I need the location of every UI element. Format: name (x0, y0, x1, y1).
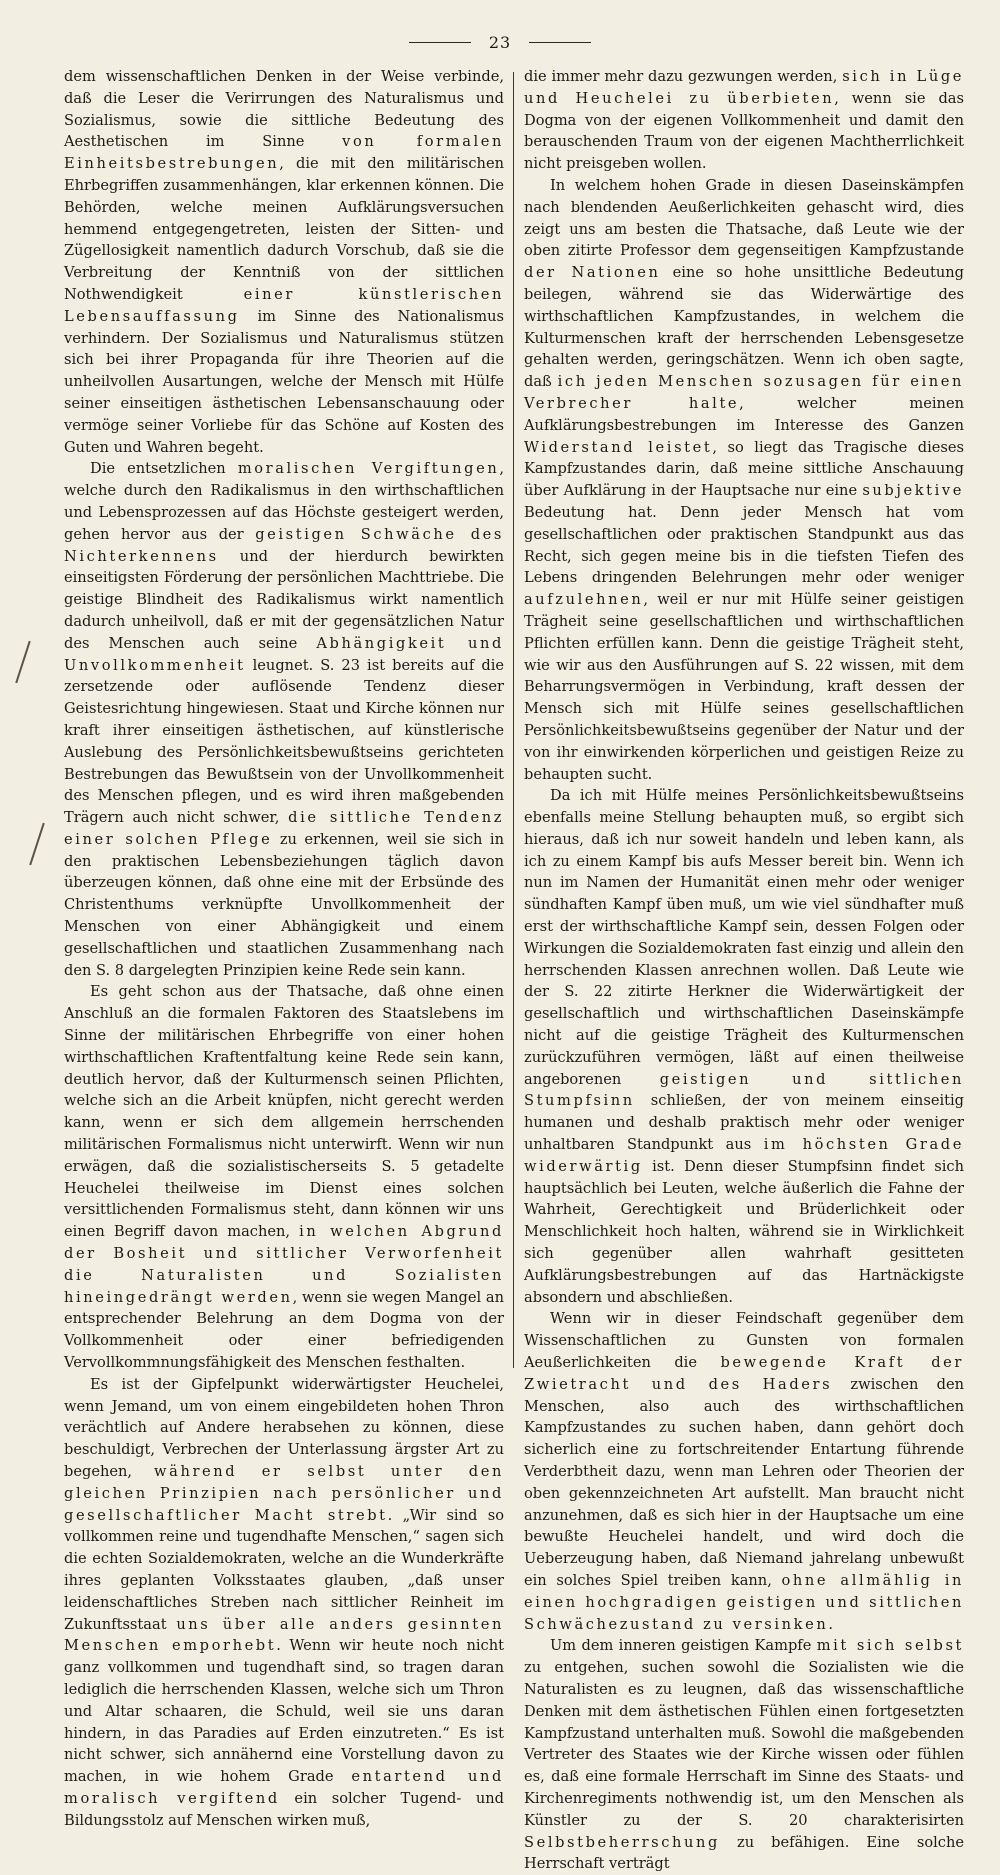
right-column (524, 66, 965, 1873)
column-divider (513, 72, 514, 1368)
text-run: und der hierdurch bewirkten einseitigsten Förderung der persönlichen Machttriebe. Die geistige Blindheit des Radikalismus wirkt namentlich dadurch unheilvoll, daß er mit der gegensätzlichen Natur des Menschen auch seine (64, 547, 504, 652)
paragraph (64, 981, 504, 1373)
header-rule-right (529, 42, 591, 43)
page-header (0, 30, 1000, 54)
page-number: 23 (488, 32, 512, 52)
text-run: zwischen den Menschen, also auch des wirthschaftlichen Kampfzustandes zu suchen haben, dann gehört doch sicherlich eine zu fortschreitender Entartung führende Verderbtheit dazu, wenn man Lehren oder Theorien der oben gekennzeichneten Art aufstellt. Man braucht nicht anzunehmen, daß es sich hier in der Hauptsache um eine bewußte Heuchelei handelt, und wird doch die Ueberzeugung haben, daß Niemand jahrelang unbewußt ein solches Spiel treiben kann, (524, 1375, 965, 1589)
paragraph (524, 175, 964, 785)
text-run: Da ich mit Hülfe meines Persönlichkeitsbewußtseins ebenfalls meine Stellung behaupten muß, so ergibt sich hieraus, daß ich nur soweit handeln und leben kann, als ich zu einem Kampf bis aufs Messer bereit bin. Wenn ich nun im Namen der Humanität einen mehr oder weniger sündhaften Kampf üben muß, um wie viel sündhafter muß erst der wirthschaftliche Kampf sein, dessen Folgen oder Wirkungen die Sozialdemokraten fast einzig und allein den herrschenden Klassen anrechnen wollen. Daß Leute wie der S. 22 zitirte Herkner die Widerwärtigkeit der gesellschaftlich und wirthschaftlichen Daseinskämpfe nicht auf die geistige Trägheit des Kulturmenschen zurückzuführen vermögen, läßt auf einen theilweise angeborenen (524, 787, 964, 1088)
text-run: Die entsetzlichen (90, 460, 238, 478)
header-rule-left (409, 42, 471, 43)
text-run: , welche durch den Radikalismus in den wirthschaftlichen und Lebensprozessen auf das Höchste gesteigert werden, gehen hervor aus der (64, 460, 504, 543)
text-run: , wenn sie wegen Mangel an entsprechender Belehrung an dem Dogma von der Vollkommenheit oder einer befriedigenden Vervollkommnungsfähigkeit des Menschen festhalten. (64, 1288, 504, 1372)
spaced-emphasis-text: uns über alle anders gesinnten Menschen emporhebt (64, 1615, 504, 1655)
paragraph (524, 66, 964, 175)
spaced-emphasis-text: geistigen Schwäche des Nichterkennens (64, 525, 504, 565)
spaced-emphasis-text: bewegende Kraft der Zwietracht und des Haders (524, 1354, 964, 1393)
text-run: im Sinne des Nationalismus verhindern. Der Sozialismus und Naturalismus stützen sich bei ihrer Propaganda für ihre Theorien auf die unheilvollen Ausartungen, welche der Mensch mit Hülfe seiner einseitigen ästhetischen Lebensanschauung oder vermöge seiner Vorliebe für das Schöne auf Kosten des Guten und Wahren begeht. (64, 307, 504, 456)
text-run: , welcher meinen Aufklärungsbestrebungen im Interesse des Ganzen (524, 394, 964, 434)
paragraph (524, 1308, 964, 1635)
spaced-emphasis-text: einer künstlerischen Lebensauffassung (64, 285, 504, 325)
paragraph (524, 785, 964, 1308)
text-columns (64, 66, 965, 1873)
spaced-emphasis-text: sich in Lüge und Heuchelei zu überbieten (524, 68, 965, 107)
text-run: Um dem inneren geistigen Kampfe (550, 1637, 817, 1655)
spaced-emphasis-text: Widerstand leistet (524, 438, 713, 456)
text-run: Es geht schon aus der Thatsache, daß ohne einen Anschluß an die formalen Faktoren des Staatslebens im Sinne der militärischen Ehrbegriffe von einer hohen wirthschaftlichen Kraftentfaltung keine Rede sein kann, deutlich hervor, daß der Kulturmensch seinen Pflichten, welche sich an die Arbeit knüpfen, nicht gerecht werden kann, wenn er sich dem allgemein herrschenden militärischen Formalismus nicht unterwirft. Wenn wir nun erwägen, daß die sozialistischerseits S. 5 getadelte Heuchelei theilweise im Dienst eines solchen versittlichenden Formalismus steht, dann können wir uns einen Begriff davon machen, (64, 983, 504, 1241)
spaced-emphasis-text: geistigen und sittlichen Stumpfsinn (524, 1070, 964, 1110)
text-run: schließen, der von meinem einseitig humanen und deshalb praktisch mehr oder weniger unhaltbaren Standpunkt aus (524, 1092, 964, 1154)
spaced-emphasis-text: während er selbst unter den gleichen Prinzipien nach persönlicher und gesellschaftlicher Macht strebt (64, 1463, 504, 1524)
margin-pencil-mark (29, 823, 44, 865)
spaced-emphasis-text: im höchsten Grade widerwärtig (524, 1136, 964, 1175)
paragraph (524, 1635, 964, 1875)
left-column (64, 66, 505, 1829)
spaced-emphasis-text: die sittliche Tendenz einer solchen Pflege (64, 809, 504, 848)
text-run: die immer mehr dazu gezwungen werden, (524, 68, 843, 85)
spaced-emphasis-text: der Nationen (524, 264, 661, 282)
text-run: eine so hohe unsittliche Bedeutung beilegen, während sie das Widerwärtige des wirthschaftlichen Kampfzustandes, in welchem die Kulturmenschen kraft der herrschenden Lebensgesetze gehalten werden, geringschätzen. Wenn ich oben sagte, daß (524, 264, 964, 391)
text-run: dem wissenschaftlichen Denken in der Weise verbinde, daß die Leser die Verirrungen des Naturalismus und Sozialismus, sowie die sittliche Bedeutung des Aesthetischen im Sinne (64, 68, 504, 151)
text-run: Wenn wir in dieser Feindschaft gegenüber dem Wissenschaftlichen zu Gunsten von formalen Aeußerlichkeiten die (524, 1310, 964, 1372)
spaced-emphasis-text: ich jeden Menschen sozusagen für einen Verbrecher halte (524, 373, 965, 412)
spaced-emphasis-text: ohne allmählig in einen hochgradigen geistigen und sittlichen Schwächezustand zu versinken (524, 1571, 964, 1633)
text-run: . (828, 1615, 833, 1633)
text-run: Es ist der Gipfelpunkt widerwärtigster Heuchelei, wenn Jemand, um von einem eingebildeten hohen Thron verächtlich auf Andere herabsehen zu können, diese beschuldigt, Verbrechen der Unterlassung ärgster Art zu begehen, (64, 1375, 504, 1480)
text-run: In welchem hohen Grade in diesen Daseinskämpfen nach blendenden Aeußerlichkeiten gehascht wird, dies zeigt uns am besten die Thatsache, daß Leute wie der oben zitirte Professor dem gegenseitigen Kampfzustande (524, 176, 964, 260)
text-run: zu befähigen. Eine solche Herrschaft verträgt (524, 1833, 964, 1873)
paragraph (64, 66, 504, 458)
text-run: Bedeutung hat. Denn jeder Mensch hat vom gesellschaftlichen oder praktischen Standpunkt aus das Recht, sich gegen meine bis in die tiefsten Tiefen des Lebens dringenden Belehrungen mehr oder weniger (524, 503, 964, 587)
text-run: , so liegt das Tragische dieses Kampfzustandes darin, daß meine sittliche Anschauung über Aufklärung in der Hauptsache nur eine (524, 438, 964, 500)
margin-pencil-mark (15, 641, 30, 683)
paragraph (64, 458, 504, 981)
spaced-emphasis-text: moralischen Vergiftungen (237, 460, 500, 478)
spaced-emphasis-text: mit sich selbst (816, 1637, 964, 1655)
text-run: zu erkennen, weil sie sich in den praktischen Lebensbeziehungen täglich davon überzeugen können, daß ohne eine mit der Erbsünde des Christenthums verknüpfte Unvollkommenheit der Menschen von einer Abhängigkeit und einem gesellschaftlichen und staatlichen Zusammenhang nach den S. 8 dargelegten Prinzipien keine Rede sein kann. (64, 830, 504, 979)
text-run: . „Wir sind so vollkommen reine und tugendhafte Menschen,“ sagen sich die echten Sozialdemokraten, welche an die Wunderkräfte ihres geplanten Volksstaates glauben, „daß unser leidenschaftliches Streben nach sittlicher Reinheit im Zukunftsstaat (64, 1506, 504, 1633)
text-run: , wenn sie das Dogma von der eigenen Vollkommenheit und damit den berauschenden Traum von der eigenen Machtherrlichkeit nicht preisgeben wollen. (524, 89, 964, 173)
spaced-emphasis-text: subjektive (862, 482, 964, 500)
text-run: leugnet. S. 23 ist bereits auf die zersetzende oder auflösende Tendenz dieser Geistesrichtung hingewiesen. Staat und Kirche können nur kraft ihrer einseitigen ästhetischen, auf künstlerische Auslebung des Persönlichkeitsbewußtseins gerichteten Bestrebungen das Bewußtsein von der Unvollkommenheit des Menschen pflegen, und es wird ihren maßgebenden Trägern auch nicht schwer, (64, 656, 504, 827)
spaced-emphasis-text: Selbstbeherrschung (524, 1833, 720, 1851)
spaced-emphasis-text: von formalen Einheitsbestrebungen (64, 133, 504, 173)
text-run: , die mit den militärischen Ehrbegriffen zusammenhängen, klar erkennen können. Die Behörden, welche meinen Aufklärungsversuchen hemmend entgegengetreten, leisten der Sitten- und Zügellosigkeit namentlich dadurch Vorschub, daß sie die Verbreitung der Kenntniß von der sittlichen Nothwendigkeit (64, 155, 504, 303)
spaced-emphasis-text: entartend und moralisch vergiftend (64, 1768, 505, 1807)
spaced-emphasis-text: Abhängigkeit und Unvollkommenheit (64, 634, 504, 674)
spaced-emphasis-text: in welchen Abgrund der Bosheit und sittlicher Verworfenheit die Naturalisten und Sozialisten hineingedrängt werden (64, 1223, 504, 1306)
text-run: . Wenn wir heute noch nicht ganz vollkommen und tugendhaft sind, so tragen daran lediglich die herrschenden Klassen, welche sich um Thron und Altar schaaren, die Schuld, weil sie uns daran hindern, in das Paradies auf Erden einzutreten.“ Es ist nicht schwer, sich annähernd eine Vorstellung davon zu machen, in wie hohem Grade (64, 1637, 504, 1786)
text-run: ein solcher Tugend- und Bildungsstolz auf Menschen wirken muß, (64, 1789, 505, 1829)
text-run: ist. Denn dieser Stumpfsinn findet sich hauptsächlich bei Leuten, welche äußerlich die Fahne der Wahrheit, Gerechtigkeit und Brüderlichkeit oder Menschlichkeit hoch halten, während sie in Wirklichkeit sich gegenüber allen wahrhaft gesitteten Aufklärungsbestrebungen auf das Hartnäckigste absondern und abschließen. (524, 1157, 964, 1306)
paragraph (64, 1374, 504, 1832)
spaced-emphasis-text: aufzulehnen (524, 591, 644, 609)
text-run: zu entgehen, suchen sowohl die Sozialisten wie die Naturalisten es zu leugnen, daß das wissenschaftliche Denken mit dem ästhetischen Fühlen einen fortgesetzten Kampfzustand unterhalten muß. Sowohl die maßgebenden Vertreter des Staates wie der Kirche wissen oder fühlen es, daß eine formale Herrschaft im Sinne des Staats- und Kirchenregiments nothwendig ist, um den Menschen als Künstler zu der S. 20 charakterisirten (524, 1659, 964, 1829)
text-run: , weil er nur mit Hülfe seiner geistigen Trägheit seine gesellschaftlichen und wirthschaftlichen Pflichten erfüllen kann. Denn die geistige Trägheit steht, wie wir aus den Ausführungen auf S. 22 wissen, mit dem Beharrungsvermögen in Verbindung, kraft dessen der Mensch sich mit Hülfe seines gesellschaftlichen Persönlichkeitsbewußtseins gegenüber der Natur und der von ihr einwirkenden körperlichen und geistigen Reize zu behaupten sucht. (524, 591, 964, 783)
